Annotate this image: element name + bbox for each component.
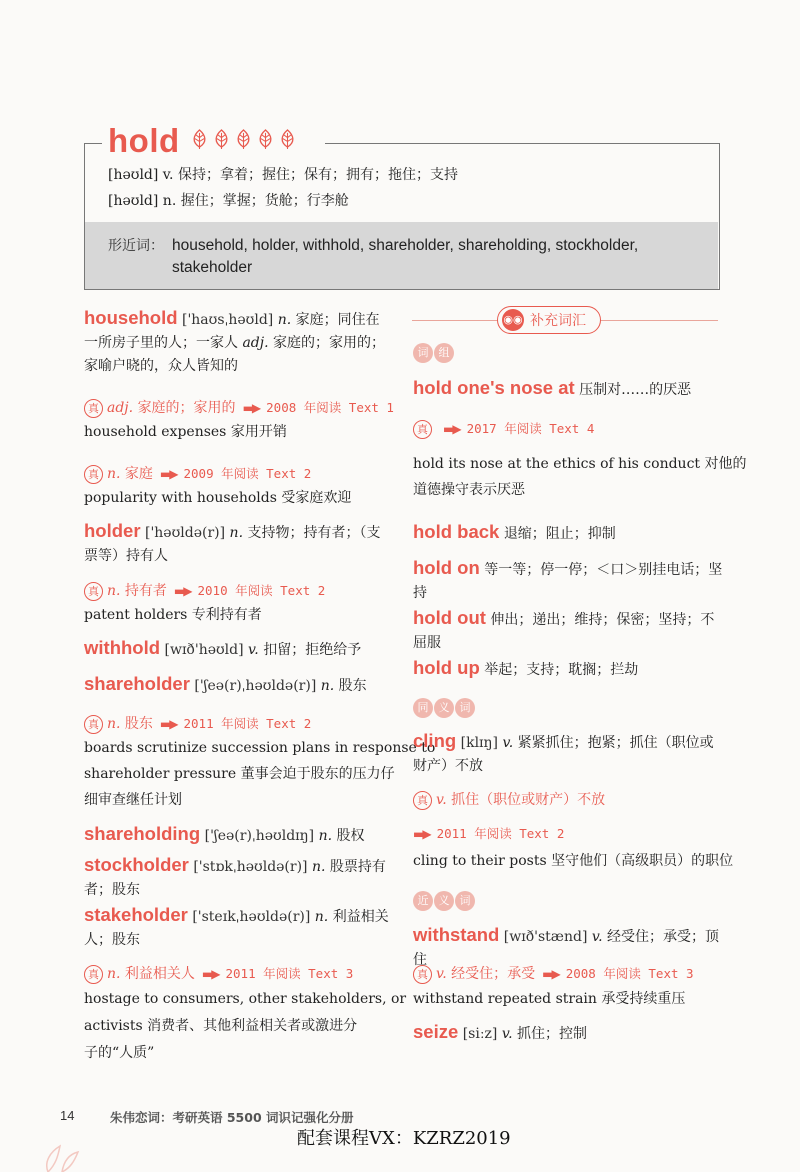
part-of-speech: n. [277, 312, 292, 328]
phrase-definition: 举起；支持；耽搁；拦劫 [484, 662, 639, 678]
entry-headword: seize [413, 1021, 459, 1042]
phrase-5 [413, 656, 723, 682]
phonetic: ['həʊldə(r)] [144, 525, 226, 541]
exam-badge: 真 [84, 399, 103, 418]
exam-meaning: 经受住；承受 [451, 966, 536, 982]
book-title: 朱伟恋词：考研英语 5500 词识记强化分册 [110, 1110, 354, 1125]
badge-char: 义 [434, 698, 454, 718]
arrow-icon: ▬▶ [443, 422, 460, 436]
entry-definition: 股东 [338, 678, 367, 694]
example-sentence: 细审查继任计划 [84, 792, 182, 808]
part-of-speech: n. [314, 909, 329, 925]
entry-definition: 抓住；控制 [517, 1026, 588, 1042]
part-of-speech: adj. [107, 400, 134, 416]
part-of-speech: n. [107, 583, 121, 599]
phrase-1 [413, 376, 723, 402]
entry-seize [413, 1020, 723, 1046]
headword: hold [108, 122, 180, 159]
exam-tag [413, 789, 605, 812]
entry-withhold [84, 636, 394, 662]
phrase-headword: hold up [413, 657, 480, 678]
example-sentence: patent holders 专利持有者 [84, 607, 262, 623]
exam-badge: 真 [413, 791, 432, 810]
phrase-4 [413, 606, 723, 655]
badge-char: 词 [413, 343, 433, 363]
entry-definition: 紧紧抓住；抱紧；抓住（职位或财产）不放 [413, 735, 714, 774]
entry-stockholder [84, 853, 394, 902]
definition-noun: [həʊld] n. 握住；掌握；货舱；行李舱 [108, 193, 349, 209]
phonetic: ['stɒkˌhəʊldə(r)] [193, 859, 308, 875]
entry-holder [84, 519, 392, 568]
badge-char: 近 [413, 891, 433, 911]
leaf-decoration-icon [40, 1138, 80, 1172]
entry-headword: withhold [84, 637, 161, 658]
entry-definition: 经受住；承受；顶住 [413, 929, 720, 968]
entry-stakeholder [84, 903, 394, 952]
entry-definition: 家庭；同住在一所房子里的人；一家人 [84, 312, 380, 351]
part-of-speech: v. [248, 642, 259, 658]
phrase-badge [413, 343, 454, 363]
part-of-speech: n. [107, 716, 121, 732]
part-of-speech: n. [311, 859, 326, 875]
phrase-definition: 压制对……的厌恶 [579, 382, 692, 398]
entry-definition: 支持物；持有者；（支票等）持有人 [84, 525, 381, 564]
badge-char: 组 [434, 343, 454, 363]
badge-char: 词 [455, 698, 475, 718]
exam-tag [84, 396, 394, 420]
arrow-icon: ▬▶ [159, 467, 177, 481]
part-of-speech: v. [502, 735, 514, 751]
phrase-definition: 伸出；递出；维持；保密；坚持；不屈服 [413, 612, 715, 651]
definition-verb: [həʊld] v. 保持；拿着；握住；保有；拥有；拖住；支持 [108, 167, 458, 183]
exam-meaning: 家庭的；家用的 [137, 400, 236, 416]
exam-badge: 真 [84, 965, 103, 984]
entry-headword: withstand [413, 924, 500, 945]
exam-meaning: 股东 [124, 716, 153, 732]
synonym-badge [413, 698, 475, 718]
phonetic: ['ʃeə(r)ˌhəʊldə(r)] [194, 678, 317, 694]
phrase-3 [413, 556, 723, 605]
example-sentence: shareholder pressure 董事会迫于股东的压力仔 [84, 766, 395, 782]
exam-badge: 真 [413, 420, 432, 439]
entry-headword: stakeholder [84, 904, 188, 925]
entry-definition: 利益相关人；股东 [84, 909, 389, 948]
exam-source: 2008 年阅读 Text 3 [565, 966, 694, 981]
exam-source: 2008 年阅读 Text 1 [266, 400, 394, 415]
phonetic: [siːz] [462, 1026, 498, 1042]
near-synonym-badge [413, 891, 475, 911]
part-of-speech: n. [107, 966, 121, 982]
entry-household [84, 306, 392, 378]
exam-source: 2011 年阅读 Text 2 [436, 826, 565, 841]
badge-char: 义 [434, 891, 454, 911]
exam-source: 2011 年阅读 Text 2 [183, 716, 312, 731]
example-sentence: 道德操守表示厌恶 [413, 482, 525, 498]
exam-badge: 真 [84, 465, 103, 484]
example-sentence: hold its nose at the ethics of his conduct 对他的 [413, 456, 747, 472]
entry-definition: 股权 [336, 828, 365, 844]
exam-meaning: 家庭 [124, 466, 153, 482]
exam-tag [84, 579, 325, 603]
example-sentence: 子的“人质” [84, 1045, 155, 1061]
part-of-speech: n. [229, 525, 244, 541]
phrase-definition: 退缩；阻止；抑制 [503, 526, 616, 542]
exam-tag [84, 962, 353, 986]
example-sentence: cling to their posts 坚守他们（高级职员）的职位 [413, 853, 734, 869]
exam-badge: 真 [84, 715, 103, 734]
example-sentence: hostage to consumers, other stakeholders, or [84, 991, 407, 1007]
exam-source-line [413, 822, 564, 846]
page-number: 14 [60, 1108, 75, 1123]
phrase-definition: 等一等；停一停；＜口＞别挂电话；坚持 [413, 562, 723, 601]
example-sentence: household expenses 家用开销 [84, 424, 287, 440]
example-sentence: withstand repeated strain 承受持续重压 [413, 991, 686, 1007]
supplement-banner [497, 306, 601, 334]
arrow-icon: ▬▶ [413, 827, 430, 841]
entry-headword: household [84, 307, 178, 328]
arrow-icon: ▬▶ [159, 717, 177, 731]
example-sentence: popularity with households 受家庭欢迎 [84, 490, 352, 506]
example-sentence: boards scrutinize succession plans in response to [84, 740, 436, 756]
exam-tag [84, 712, 311, 736]
phrase-headword: hold back [413, 521, 500, 542]
phonetic: ['haʊsˌhəʊld] [181, 312, 274, 328]
entry-definition: 扣留；拒绝给予 [263, 642, 362, 658]
part-of-speech: n. [318, 828, 333, 844]
part-of-speech: adj. [242, 335, 269, 351]
entry-shareholder [84, 672, 394, 698]
part-of-speech: v. [591, 929, 603, 945]
phrase-headword: hold on [413, 557, 480, 578]
exam-badge: 真 [84, 582, 103, 601]
similar-words-label: 形近词： [108, 238, 164, 254]
exam-meaning: 抓住（职位或财产）不放 [451, 792, 606, 808]
supplement-label: 补充词汇 [530, 313, 586, 329]
phonetic: [wɪð'stænd] [503, 929, 588, 945]
phonetic: [wɪð'həʊld] [164, 642, 244, 658]
part-of-speech: v. [436, 792, 447, 808]
exam-source: 2011 年阅读 Text 3 [225, 966, 354, 981]
exam-tag [84, 462, 311, 486]
phonetic: [klɪŋ] [460, 735, 499, 751]
badge-char: 同 [413, 698, 433, 718]
entry-headword: shareholder [84, 673, 190, 694]
phrase-2 [413, 520, 723, 546]
exam-tag [413, 962, 694, 986]
entry-headword: cling [413, 730, 457, 751]
exam-source: 2017 年阅读 Text 4 [466, 421, 595, 436]
watermark-text: 配套课程VX：KZRZ2019 [297, 1128, 511, 1149]
exam-tag [413, 417, 594, 441]
part-of-speech: n. [320, 678, 335, 694]
exam-source: 2009 年阅读 Text 2 [183, 466, 312, 481]
exam-badge: 真 [413, 965, 432, 984]
owl-icon: ◉◉ [502, 309, 524, 331]
box-border [84, 143, 102, 144]
phonetic: ['steɪkˌhəʊldə(r)] [192, 909, 311, 925]
entry-cling [413, 729, 723, 778]
entry-shareholding [84, 822, 394, 848]
part-of-speech: v. [501, 1026, 513, 1042]
badge-char: 词 [455, 891, 475, 911]
entry-headword: shareholding [84, 823, 201, 844]
entry-headword: stockholder [84, 854, 189, 875]
box-border [325, 143, 719, 144]
entry-definition: 股票持有者；股东 [84, 859, 386, 898]
entry-definition: 家庭的；家用的；家喻户晓的，众人皆知的 [84, 335, 386, 374]
part-of-speech: v. [436, 966, 447, 982]
arrow-icon: ▬▶ [242, 401, 260, 415]
exam-source: 2010 年阅读 Text 2 [197, 583, 326, 598]
arrow-icon: ▬▶ [542, 967, 559, 981]
phrase-headword: hold out [413, 607, 486, 628]
entry-headword: holder [84, 520, 141, 541]
exam-meaning: 利益相关人 [124, 966, 195, 982]
arrow-icon: ▬▶ [173, 584, 191, 598]
phonetic: ['ʃeə(r)ˌhəʊldɪŋ] [204, 828, 315, 844]
part-of-speech: n. [107, 466, 121, 482]
similar-words: household, holder, withhold, shareholder, shareholding, stockholder, stakeholder [172, 237, 639, 276]
phrase-headword: hold one's nose at [413, 377, 575, 398]
exam-meaning: 持有者 [124, 583, 167, 599]
example-sentence: activists 消费者、其他利益相关者或激进分 [84, 1018, 358, 1034]
arrow-icon: ▬▶ [201, 967, 219, 981]
